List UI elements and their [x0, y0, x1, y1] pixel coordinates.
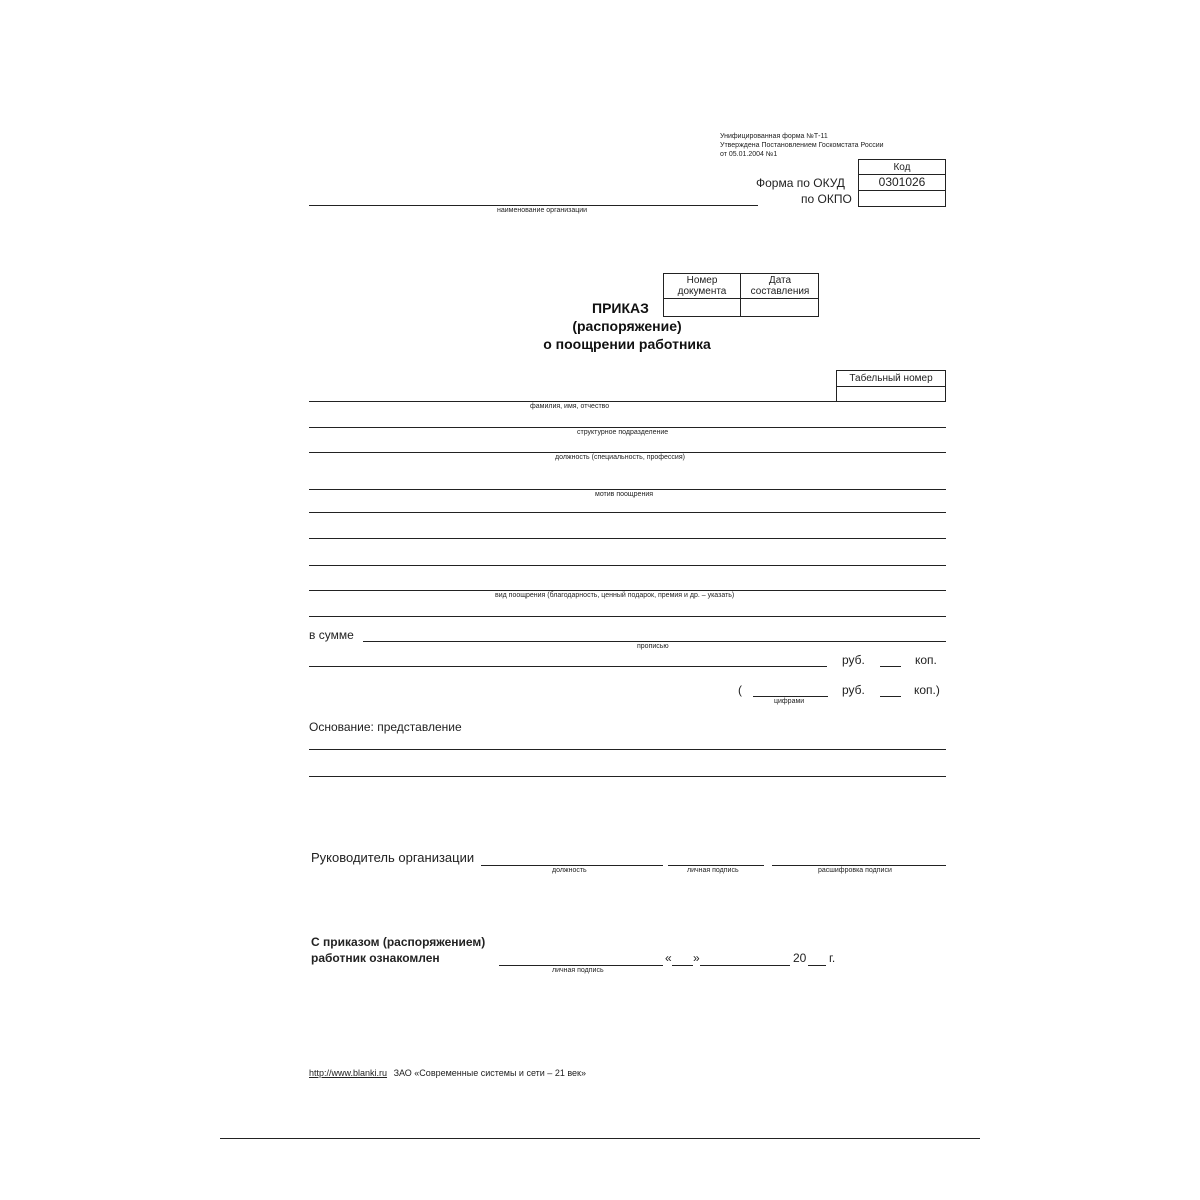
kop-line-2[interactable] [880, 696, 901, 697]
okud-label: Форма по ОКУД [756, 176, 845, 190]
org-name-line[interactable] [309, 205, 758, 206]
kind-caption: вид поощрения (благодарность, ценный подарок, премия и др. – указать) [495, 592, 735, 599]
ack-signature-caption: личная подпись [552, 967, 604, 974]
ack-quote-open: « [665, 951, 672, 965]
kop-label-2: коп.) [914, 683, 940, 697]
title-line3: о поощрении работника [543, 336, 711, 352]
ack-year-suffix: г. [829, 951, 836, 965]
kind-line-5[interactable] [309, 616, 946, 617]
sum-words-line-2[interactable] [309, 666, 827, 667]
head-position-caption: должность [552, 867, 587, 874]
ack-signature-line[interactable] [499, 965, 663, 966]
head-signature-line[interactable] [668, 865, 764, 866]
fio-line[interactable] [309, 401, 836, 402]
ack-month-line[interactable] [700, 965, 790, 966]
sum-digits-caption: цифрами [774, 698, 805, 705]
title-line2: (распоряжение) [572, 318, 682, 334]
tabel-header: Табельный номер [849, 373, 933, 384]
ack-year-line[interactable] [808, 965, 826, 966]
ack-day-line[interactable] [672, 965, 693, 966]
position-caption: должность (специальность, профессия) [555, 454, 685, 461]
form-header-line2: Утверждена Постановлением Госкомстата России [720, 142, 884, 149]
sum-words-line[interactable] [363, 641, 946, 642]
head-decode-line[interactable] [772, 865, 946, 866]
head-label: Руководитель организации [311, 850, 475, 865]
head-decode-caption: расшифровка подписи [818, 867, 892, 874]
basis-line-2[interactable] [309, 776, 946, 777]
okpo-label: по ОКПО [801, 192, 852, 206]
kind-line-2[interactable] [309, 538, 946, 539]
ack-year-prefix: 20 [793, 951, 807, 965]
footer-url-link[interactable]: http://www.blanki.ru [309, 1068, 388, 1078]
struct-line[interactable] [309, 427, 946, 428]
doc-date-header: Дата составления [750, 275, 810, 297]
basis-line-1[interactable] [309, 749, 946, 750]
kop-label-1: коп. [915, 653, 937, 667]
sum-digits-line[interactable] [753, 696, 828, 697]
fio-caption: фамилия, имя, отчество [530, 403, 610, 410]
rub-label-2: руб. [842, 683, 865, 697]
page-bottom-rule [220, 1138, 980, 1139]
head-signature-caption: личная подпись [687, 867, 739, 874]
doc-table-vdivider [740, 273, 741, 317]
basis-label: Основание: представление [309, 720, 462, 734]
footer [309, 1068, 586, 1078]
position-line[interactable] [309, 452, 946, 453]
kind-line-4[interactable] [309, 590, 946, 591]
struct-caption: структурное подразделение [577, 429, 669, 436]
doc-table-hdivider [663, 298, 819, 299]
codes-divider-2 [858, 190, 946, 191]
doc-number-header: Номер документа [677, 275, 727, 297]
kind-line-3[interactable] [309, 565, 946, 566]
okud-value[interactable]: 0301026 [878, 175, 926, 189]
digits-open-paren: ( [738, 683, 742, 697]
sum-label: в сумме [309, 628, 354, 642]
sum-words-caption: прописью [637, 643, 669, 650]
kop-line-1[interactable] [880, 666, 901, 667]
org-name-caption: наименование организации [497, 207, 588, 214]
form-header-line1: Унифицированная форма №Т-11 [720, 133, 828, 140]
tabel-divider [836, 386, 946, 387]
ack-line2: работник ознакомлен [311, 951, 440, 965]
rub-label-1: руб. [842, 653, 865, 667]
motive-line[interactable] [309, 489, 946, 490]
motive-caption: мотив поощрения [595, 491, 654, 498]
form-header-line3: от 05.01.2004 №1 [720, 151, 778, 158]
ack-quote-close: » [693, 951, 700, 965]
footer-company: ЗАО «Современные системы и сети – 21 век» [393, 1068, 586, 1078]
kod-label: Код [893, 162, 911, 173]
kind-line-1[interactable] [309, 512, 946, 513]
ack-line1: С приказом (распоряжением) [311, 935, 486, 949]
head-position-line[interactable] [481, 865, 663, 866]
